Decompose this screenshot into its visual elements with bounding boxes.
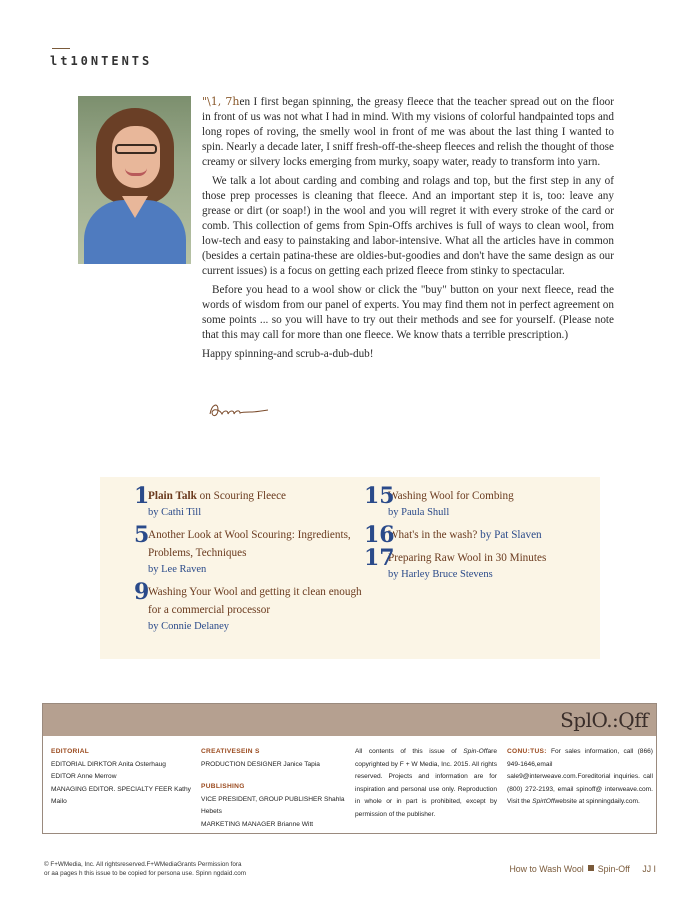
toc-author: by Cathi Till	[148, 507, 202, 518]
toc-page-number: 17	[364, 545, 395, 571]
editor-photo	[78, 96, 191, 264]
signature	[206, 398, 272, 422]
toc-page-number: 15	[364, 483, 395, 509]
masthead	[42, 703, 657, 834]
toc-title: Washing Your Wool and getting it clean enough for a commercial processor	[148, 586, 362, 616]
footer-page-info: How to Wash Wool Spin-Off JJ I	[509, 864, 656, 874]
page-title: lt10NTENTS	[50, 54, 153, 68]
letter-signoff: Happy spinning-and scrub-a-dub-dub!	[202, 348, 374, 360]
footer-copyright: © F+WMedia, Inc. All rightsreserved.F+WMediaGrants Permission fora or aa pages h this issue to be copied for persona use. Spinn ngdaid.com	[44, 861, 246, 877]
letter-paragraph-2: We talk a lot about carding and combing and rolags and top, but the first step in any of those prep processes is cleaning that fleece. And an important step it is, too: leave any grease or dirt (or soap!) in the wool and you will regret it with every stroke of the card or comb. This collection of gems from Spin-Offs archives is full of ways to clean wool, from low-tech and easy to painstaking and labor-intensive. What all the articles have in common (besides a certain patina-these are oldies-but-goodies and don't have the same design as our current issues) is a focus on getting each prized fleece from stinky to spectacular.	[202, 175, 614, 277]
masthead-legal: All contents of this issue of Spin-Offare copyrighted by F + W Media, Inc. 2015. All rights reserved. Projects and information are for inspiration and personal use only. Reproduction in whole or in part is prohibited, except by permission of the publisher.	[355, 748, 497, 818]
toc-page-number: 1	[134, 483, 150, 509]
svg-text:Anne: Anne	[206, 398, 209, 399]
toc-item[interactable]	[134, 522, 364, 578]
toc-item[interactable]	[364, 522, 594, 548]
toc-title: Preparing Raw Wool in 30 Minutes	[388, 552, 547, 564]
toc-page-number: 9	[134, 579, 150, 605]
masthead-editorial: EDITORIAL EDITORIAL DIRKTOR Anita Osterhaug EDITOR Anne Merrow MANAGING EDITOR. SPECIALTY FEER Kathy Mailo	[51, 748, 191, 805]
toc-page-number: 5	[134, 522, 150, 548]
toc-author: by Connie Delaney	[148, 621, 230, 632]
editor-letter	[202, 94, 614, 366]
masthead-contacts: CONU:TUS: For sales information, call (866) 949-1646,email sale9@interweave.com.Foreditorial inquiries. call (800) 272-2193, email spinoff@ interweave.com. Visit the SpirtOffwebsite at spinningdaily.com.	[507, 748, 653, 805]
square-bullet-icon	[588, 865, 594, 871]
letter-dropcap: "\1, 7h	[202, 95, 240, 108]
toc-item[interactable]	[364, 483, 594, 521]
toc-column-right	[364, 483, 594, 588]
toc-author: by Lee Raven	[148, 564, 207, 575]
toc-title: Washing Wool for Combing	[388, 490, 514, 502]
toc-item[interactable]	[364, 545, 594, 583]
masthead-creative: CREATIVESEIN S PRODUCTION DESIGNER Janice Tapia PUBLISHING VICE PRESIDENT, GROUP PUBLISHER Shahla Hebets MARKETING MANAGER Brianne Witt	[201, 748, 345, 828]
toc-author: by Harley Bruce Stevens	[388, 569, 493, 580]
letter-paragraph-1: "\1, 7hen I first began spinning, the greasy fleece that the teacher spread out on the floor in front of us was not what I had in mind. With my visions of colorful handpainted tops and long ropes of roving, the smelly wool in front of me was about the last thing I wanted to spin. Nearly a decade later, I sniff fresh-off-the-sheep fleeces and relish the thought of those creamy or silvery locks emerging from murky, soapy water, ready to transform into yarn.	[202, 95, 614, 168]
masthead-bar	[43, 704, 656, 736]
toc-title: Another Look at Wool Scouring: Ingredients, Problems, Techniques	[148, 529, 351, 559]
letter-paragraph-3: Before you head to a wool show or click the "buy" button on your next fleece, read the words of wisdom from our panel of experts. You may find them not in perfect agreement on some points ... so you will have to try out their methods and see for yourself. (Please note that this may call for more than one fleece. We know thats a terrible prescription.)	[202, 284, 614, 341]
toc-title: Plain Talk on Scouring Fleece	[148, 490, 286, 502]
page-number: JJ I	[642, 864, 656, 874]
toc-item[interactable]	[134, 483, 364, 521]
toc-column-left	[134, 483, 364, 640]
header-rule	[52, 48, 70, 49]
toc-page-number: 16	[364, 522, 395, 548]
table-of-contents	[100, 477, 600, 659]
toc-title: What's in the wash? by Pat Slaven	[388, 529, 542, 541]
spin-off-logo: SplO.:Qff	[560, 708, 648, 732]
toc-item[interactable]	[134, 579, 364, 635]
toc-author: by Paula Shull	[388, 507, 450, 518]
